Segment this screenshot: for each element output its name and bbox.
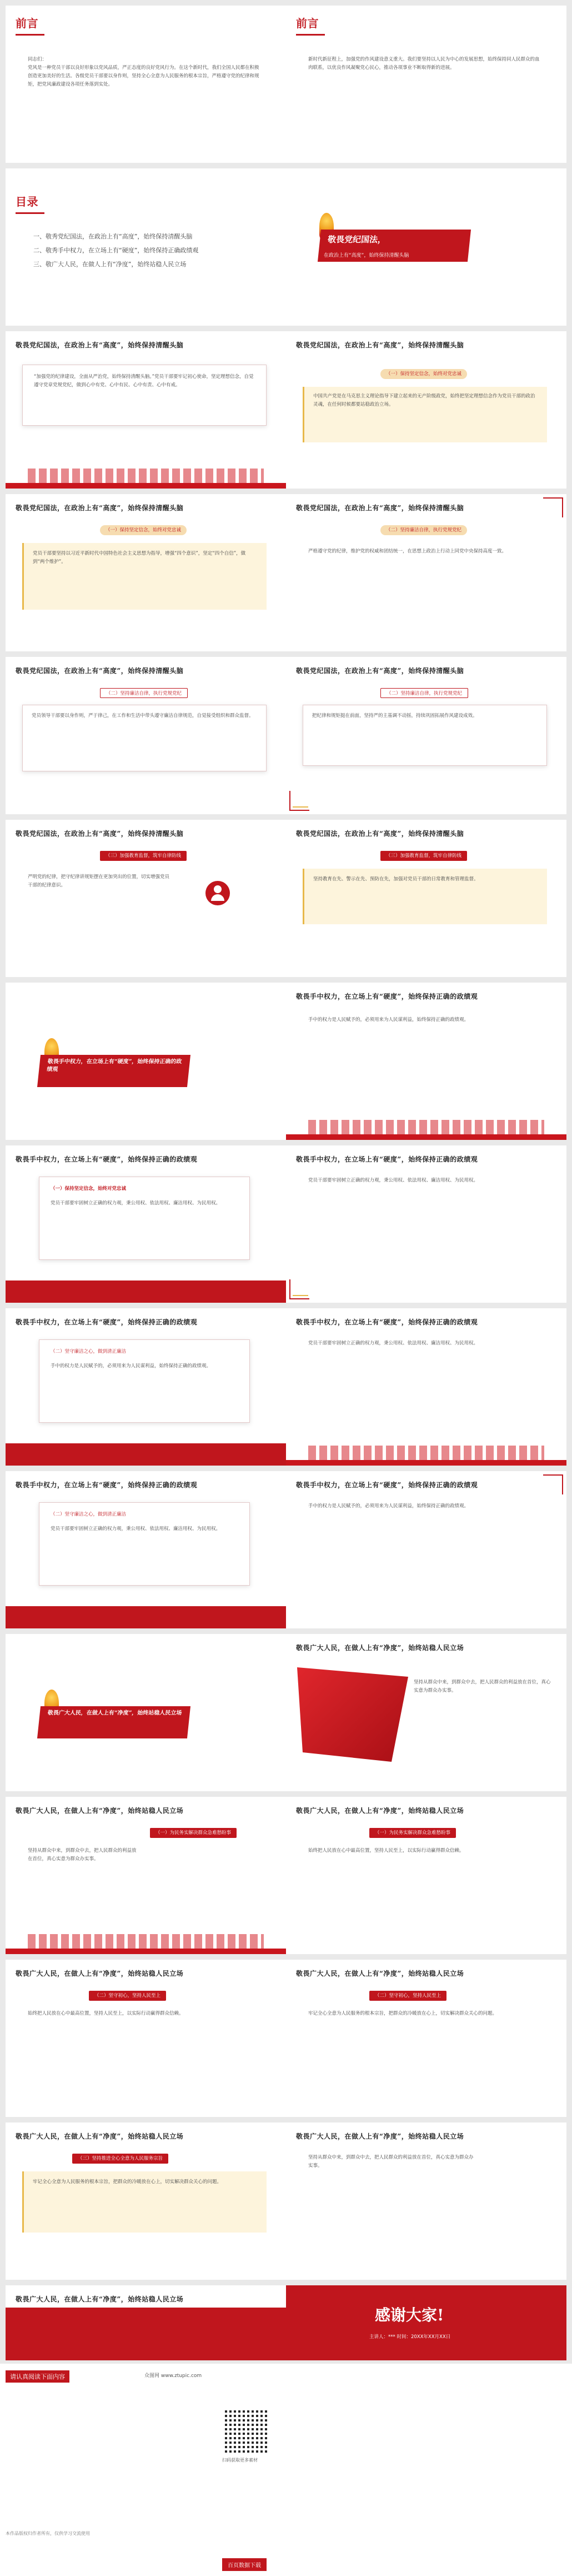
body-text: 坚持从群众中来，到群众中去，把人民群众的利益放在首位，真心实意为群众办实事。: [308, 2155, 474, 2169]
s3-slide-g: [286, 2122, 566, 2280]
banner-line-1: 敬畏党纪国法，: [327, 235, 387, 245]
heading: 敬畏广大人民，在做人上有“净度”，始终站稳人民立场: [296, 1807, 464, 1815]
section1-banner-slide: [286, 168, 566, 326]
content-box: [22, 705, 267, 771]
s1-slide-g: [6, 820, 286, 977]
quote-text: 党员干部要牢固树立正确的权力观，秉公用权、依法用权、廉洁用权、为民用权。: [51, 1200, 221, 1206]
subtitle-pill: （一）保持坚定信念，始终对党忠诚: [380, 369, 467, 379]
heading: 敬畏手中权力，在立场上有“硬度”，始终保持正确的政绩观: [16, 1155, 198, 1163]
banner-text: 敬畏手中权力，在立场上有“硬度”，始终保持正确的政绩观: [46, 1059, 182, 1073]
flag-decoration: [297, 1667, 408, 1762]
content-box: [39, 1339, 250, 1423]
body-text: 始终把人民放在心中最高位置，坚持人民至上，以实际行动赢得群众信赖。: [308, 1848, 464, 1853]
s2-slide-b: [6, 1145, 286, 1303]
skyline-decoration: [286, 1101, 566, 1140]
footer-heading: 请认真阅读下面内容: [6, 2370, 69, 2383]
preface-title: 前言: [16, 14, 44, 36]
s3-slide-b: [6, 1797, 286, 1954]
s2-slide-c: [286, 1145, 566, 1303]
heading: 敬畏手中权力，在立场上有“硬度”，始终保持正确的政绩观: [296, 1318, 478, 1326]
body-text: 牢记全心全意为人民服务的根本宗旨，把群众的冷暖放在心上，切实解决群众关心的问题。: [308, 2011, 498, 2016]
subtitle-pill: （二）坚持廉洁自律，执行党规党纪: [380, 525, 467, 535]
s1-slide-c: [6, 494, 286, 651]
toc-title: 目录: [16, 193, 44, 214]
heading: 敬畏手中权力，在立场上有“硬度”，始终保持正确的政绩观: [296, 1481, 478, 1489]
heading: 敬畏党纪国法，在政治上有“高度”，始终保持清醒头脑: [296, 504, 464, 512]
quote-text: “加强党的纪律建设，全面从严治党，始终保持清醒头脑。”党员干部要牢记初心使命，坚定理想信念，自觉遵守党章党规党纪，做到心中有党、心中有民、心中有责、心中有戒。: [34, 374, 254, 388]
preface-slide-right: [286, 6, 566, 163]
red-bar: [6, 1443, 286, 1466]
s3-slide-f: [6, 2122, 286, 2280]
preface-left-text: 同志们： 党风是一种党员干部以良好形象以党风品质，严正态度的良好党风行为。在这个新时代，我们全国人民都在积极创造更加美好的生活。各级党员干部要以身作则，坚持全心全意为人民服务的根本宗旨，严格遵守党的纪律和规矩，把党风廉政建设各项任务落到实处。: [28, 57, 259, 87]
heading: 敬畏广大人民，在做人上有“净度”，始终站稳人民立场: [16, 1807, 184, 1815]
subtitle-pill: （二）坚守初心，坚持人民至上: [89, 1991, 166, 2001]
s2-slide-a: [286, 983, 566, 1140]
panel-text: 党员干部要坚持以习近平新时代中国特色社会主义思想为指导，增强“四个意识”，坚定“四个自信”，做到“两个维护”。: [33, 551, 246, 565]
box-text: 手中的权力是人民赋予的，必须用来为人民谋利益，始终保持正确的政绩观。: [51, 1363, 212, 1369]
corner-decoration: [543, 1474, 563, 1494]
heading: 敬畏广大人民，在做人上有“净度”，始终站稳人民立场: [296, 1644, 464, 1652]
box-text: 党员干部要牢固树立正确的权力观，秉公用权、依法用权、廉洁用权、为民用权。: [51, 1526, 221, 1532]
red-panel: [6, 2308, 286, 2360]
subtitle-pill: （一）为民务实解决群众急难愁盼事: [369, 1828, 456, 1838]
subtitle-pill: （一）保持坚定信念，始终对党忠诚: [100, 525, 187, 535]
content-box: [39, 1502, 250, 1586]
s1-slide-e: [6, 657, 286, 814]
thanks-slide: [286, 2285, 566, 2360]
preface-title-2: 前言: [296, 14, 325, 36]
body-text: 手中的权力是人民赋予的，必须用来为人民谋利益，始终保持正确的政绩观。: [308, 1503, 469, 1509]
corner-decoration: [289, 791, 309, 811]
preface-right-text: 新时代新征程上，加强党的作风建设意义重大。我们要坚持以人民为中心的发展思想，始终保持同人民群众的血肉联系，以优良作风凝聚党心民心，推动各项事业不断取得新的进展。: [308, 57, 540, 71]
toc-slide: [6, 168, 286, 326]
heading: 敬畏广大人民，在做人上有“净度”，始终站稳人民立场: [16, 2295, 184, 2303]
heading: 敬畏党纪国法，在政治上有“高度”，始终保持清醒头脑: [16, 504, 184, 512]
heading: 敬畏手中权力，在立场上有“硬度”，始终保持正确的政绩观: [16, 1481, 198, 1489]
content-box: [303, 705, 547, 766]
quote-label: （一）保持坚定信念，始终对党忠诚: [51, 1186, 127, 1192]
section3-banner: [37, 1706, 190, 1738]
s2-slide-g: [286, 1471, 566, 1628]
body-text: 手中的权力是人民赋予的，必须用来为人民谋利益，始终保持正确的政绩观。: [308, 1017, 469, 1023]
s3-slide-e: [286, 1960, 566, 2117]
s3-slide-c: [286, 1797, 566, 1954]
qr-code-icon[interactable]: [225, 2408, 269, 2453]
heading: 敬畏广大人民，在做人上有“净度”，始终站稳人民立场: [296, 1970, 464, 1977]
panel-text: 中国共产党是在马克思主义理论指导下建立起来的无产阶级政党，始终把坚定理想信念作为党员干部的政治灵魂，在任何时候都要站稳政治立场。: [313, 393, 535, 407]
content-panel: [303, 387, 547, 442]
toc-item-2[interactable]: 二、敬秀手中权力，在立场上有“硬度”，始终保持正确政绩观: [33, 247, 199, 254]
download-button[interactable]: 百页数据下载: [222, 2558, 267, 2571]
heading: 敬畏党纪国法，在政治上有“高度”，始终保持清醒头脑: [16, 667, 184, 675]
qr-label: 扫码获取更多素材: [222, 2458, 258, 2463]
s1-slide-a: [6, 331, 286, 489]
section2-banner: [37, 1055, 190, 1087]
subtitle-pill: （三）加强教育监督，筑牢自律防线: [100, 851, 187, 861]
body-text: 严明党的纪律，把守纪律讲规矩摆在更加突出的位置，切实增强党员干部的纪律意识。: [28, 874, 170, 888]
subtitle-pill: （三）坚持推进全心全意为人民服务宗旨: [72, 2154, 168, 2164]
banner-text: 敬畏广大人民，在做人上有“净度”，始终站稳人民立场: [47, 1710, 182, 1716]
skyline-decoration: [6, 1929, 286, 1954]
red-bar: [6, 1280, 286, 1303]
panel-text: 坚持教育在先、警示在先、预防在先，加强对党员干部的日常教育和管理监督。: [313, 876, 479, 882]
body-text: 坚持从群众中来，到群众中去，把人民群众的利益放在首位，真心实意为群众办实事。: [28, 1848, 137, 1862]
subtitle-pill: （三）加强教育监督，筑牢自律防线: [380, 851, 467, 861]
toc-item-1[interactable]: 一、敬秀党纪国法，在政治上有“高度”，始终保持清醒头脑: [33, 233, 193, 240]
heading: 敬畏广大人民，在做人上有“净度”，始终站稳人民立场: [16, 1970, 184, 1977]
quote-box: [39, 1177, 250, 1260]
s2-slide-d: [6, 1308, 286, 1466]
body-text: 坚持从群众中来，到群众中去，把人民群众的利益放在首位，真心实意为群众办实事。: [414, 1680, 551, 1693]
toc-item-3[interactable]: 三、敬广大人民，在做人上有“净度”，始终站稳人民立场: [33, 261, 187, 268]
body-text: 始终把人民放在心中最高位置，坚持人民至上，以实际行动赢得群众信赖。: [28, 2011, 184, 2016]
s3-banner-slide: [6, 1634, 286, 1791]
heading: 敬畏手中权力，在立场上有“硬度”，始终保持正确的政绩观: [296, 1155, 478, 1163]
corner-decoration: [543, 497, 563, 517]
s1-slide-h: [286, 820, 566, 977]
s3-slide-a: [286, 1634, 566, 1791]
quote-box: [22, 365, 267, 426]
s1-slide-b: [286, 331, 566, 489]
banner-line-2: 在政治上有“高度”，始终保持清醒头脑: [324, 253, 409, 258]
person-icon: [205, 881, 230, 905]
preface-slide-left: [6, 6, 286, 163]
body-text: 严格遵守党的纪律，维护党的权威和团结统一，在思想上政治上行动上同党中央保持高度一致。: [308, 549, 507, 554]
skyline-decoration: [286, 1440, 566, 1466]
s2-banner-slide: [6, 983, 286, 1140]
box-text: 党员领导干部要以身作则，严于律己，在工作和生活中带头遵守廉洁自律规范，自觉接受组织和群众监督。: [32, 713, 254, 719]
corner-decoration: [289, 1279, 309, 1299]
footer-notice: 本作品版权归作者所有，仅供学习交流使用: [6, 2531, 90, 2536]
content-panel: [22, 543, 267, 610]
s2-slide-f: [6, 1471, 286, 1628]
subtitle-pill: （二）坚守初心，坚持人民至上: [369, 1991, 446, 2001]
s2-slide-e: [286, 1308, 566, 1466]
heading: 敬畏手中权力，在立场上有“硬度”，始终保持正确的政绩观: [296, 993, 478, 1000]
heading: 敬畏党纪国法，在政治上有“高度”，始终保持清醒头脑: [16, 830, 184, 838]
heading: 敬畏党纪国法，在政治上有“高度”，始终保持清醒头脑: [296, 667, 464, 675]
panel-text: 牢记全心全意为人民服务的根本宗旨，把群众的冷暖放在心上，切实解决群众关心的问题。: [33, 2179, 222, 2185]
heading: 敬畏广大人民，在做人上有“净度”，始终站稳人民立场: [16, 2132, 184, 2140]
box-text: 把纪律和规矩挺在前面，坚持严的主基调不动摇，持续巩固拓展作风建设成效。: [312, 713, 478, 719]
box-label: （二）坚守廉洁之心，做到清正廉洁: [51, 1349, 127, 1354]
subtitle-pill: （二）坚持廉洁自律，执行党规党纪: [380, 688, 468, 698]
red-bar: [6, 1606, 286, 1628]
thanks-title: 感谢大家!: [375, 2306, 444, 2324]
content-panel: [303, 869, 547, 924]
footer: [0, 2364, 572, 2576]
s1-slide-f: [286, 657, 566, 814]
body-text: 党员干部要牢固树立正确的权力观，秉公用权、依法用权、廉洁用权、为民用权。: [308, 1341, 479, 1346]
footer-site[interactable]: 众图网 www.ztupic.com: [144, 2373, 202, 2379]
s3-slide-d: [6, 1960, 286, 2117]
presenter: 主讲人：*** 时间：20XX年XX月XX日: [369, 2334, 451, 2340]
content-panel: [22, 2171, 267, 2233]
closing-slide-a: [6, 2285, 286, 2360]
heading: 敬畏党纪国法，在政治上有“高度”，始终保持清醒头脑: [296, 341, 464, 349]
heading: 敬畏党纪国法，在政治上有“高度”，始终保持清醒头脑: [16, 341, 184, 349]
s1-slide-d: [286, 494, 566, 651]
subtitle-pill: （一）为民务实解决群众急难愁盼事: [150, 1828, 237, 1838]
skyline-decoration: [6, 463, 286, 489]
subtitle-pill: （二）坚持廉洁自律，执行党规党纪: [100, 688, 188, 698]
body-text: 党员干部要牢固树立正确的权力观，秉公用权、依法用权、廉洁用权、为民用权。: [308, 1178, 479, 1183]
heading: 敬畏手中权力，在立场上有“硬度”，始终保持正确的政绩观: [16, 1318, 198, 1326]
box-label: （二）坚守廉洁之心，做到清正廉洁: [51, 1512, 127, 1517]
heading: 敬畏广大人民，在做人上有“净度”，始终站稳人民立场: [296, 2132, 464, 2140]
heading: 敬畏党纪国法，在政治上有“高度”，始终保持清醒头脑: [296, 830, 464, 838]
